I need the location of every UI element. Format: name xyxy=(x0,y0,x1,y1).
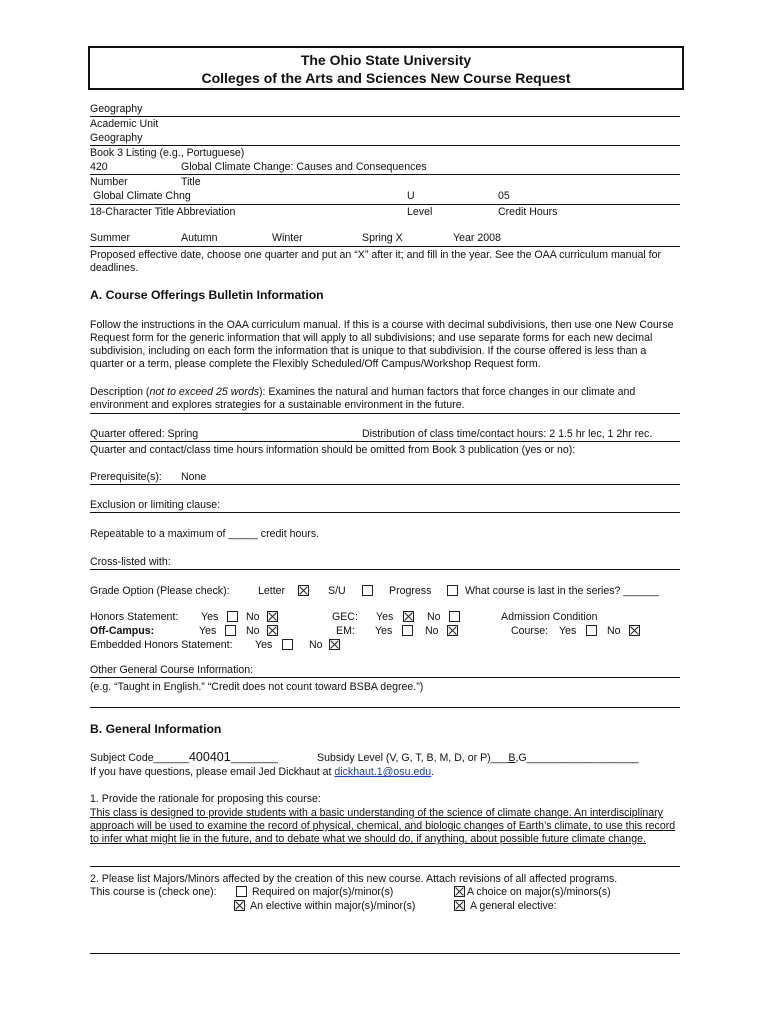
grade-su-checkbox[interactable] xyxy=(362,585,373,596)
grade-su-label: S/U xyxy=(328,585,346,597)
admission-condition-label: Admission Condition xyxy=(501,611,598,623)
credit-hours-value[interactable]: 05 xyxy=(498,190,510,202)
department-value[interactable]: Geography xyxy=(90,103,143,115)
embedded-yes-checkbox[interactable] xyxy=(282,639,293,650)
level-value[interactable]: U xyxy=(407,190,415,202)
off-campus-no-checkbox[interactable] xyxy=(267,625,278,636)
repeatable-field[interactable]: Repeatable to a maximum of _____ credit hours. xyxy=(90,528,320,540)
divider[interactable] xyxy=(90,707,680,708)
quarter-winter[interactable]: Winter xyxy=(272,232,303,244)
description-limit: not to exceed 25 words xyxy=(149,386,260,398)
divider xyxy=(90,204,680,205)
divider xyxy=(90,246,680,247)
description-label: Description ( xyxy=(90,386,150,398)
divider xyxy=(90,413,680,414)
subject-code-prefix: Subject Code______ xyxy=(90,752,189,764)
section-a-instructions: Follow the instructions in the OAA curriculum manual. If this is a course with decimal subdivisions, then use one New Course Request form for the generic information that will apply to all subdivisions; and use separate forms for each new decimal subdivision, including on each form the information that is unique to that subdivision. If the course offered is less than a quarter or a term, please complete the Flexibly Scheduled/Off Campus/Workshop Request form. xyxy=(90,319,674,370)
embedded-no-label: No xyxy=(309,639,323,651)
divider xyxy=(90,677,680,678)
divider xyxy=(90,512,680,513)
em-no-label: No xyxy=(425,625,439,637)
abbreviation-label: 18-Character Title Abbreviation xyxy=(90,206,236,218)
off-campus-label: Off-Campus: xyxy=(90,625,155,637)
questions-end: . xyxy=(431,766,435,778)
em-label: EM: xyxy=(336,625,355,637)
subject-code-value: 400401 xyxy=(188,750,231,764)
academic-unit-value[interactable]: Geography xyxy=(90,132,143,144)
gec-label: GEC: xyxy=(332,611,358,623)
quarter-spring[interactable]: Spring X xyxy=(362,232,403,244)
rationale-text[interactable]: This class is designed to provide students with a basic understanding of the science of climate change. An interdisciplinary approach will be used to examine the record of physical, chemical, and biologic changes of Earth’s climate, to use this record to infer what might lie in the future, and to debate what we should do, if anything, about possible future climate change. xyxy=(90,807,676,845)
description-text: ): Examines the natural and human factors that force changes in our climate and environment and explores strategies for a sustainable environment in the future. xyxy=(90,386,636,411)
last-in-series-field[interactable]: What course is last in the series? ______ xyxy=(465,585,659,597)
level-label: Level xyxy=(407,206,433,218)
gec-no-label: No xyxy=(427,611,441,623)
honors-no-label: No xyxy=(246,611,260,623)
em-yes-label: Yes xyxy=(375,625,393,637)
subsidy-level-value: B xyxy=(508,752,516,764)
choice-major-checkbox[interactable] xyxy=(454,886,465,897)
honors-yes-label: Yes xyxy=(201,611,219,623)
quarter-autumn[interactable]: Autumn xyxy=(181,232,218,244)
section-a-heading: A. Course Offerings Bulletin Information xyxy=(90,288,324,302)
abbreviation-value[interactable]: Global Climate Chng xyxy=(93,190,191,202)
divider xyxy=(90,866,680,867)
divider xyxy=(90,441,680,442)
general-elective-label: A general elective: xyxy=(470,900,557,912)
effective-year[interactable]: Year 2008 xyxy=(453,232,501,244)
class-time-distribution[interactable]: Distribution of class time/contact hours: 2 1.5 hr lec, 1 2hr rec. xyxy=(362,428,653,440)
form-title: Colleges of the Arts and Sciences New Course Request xyxy=(201,70,571,86)
admission-yes-label: Yes xyxy=(559,625,577,637)
elective-major-label: An elective within major(s)/minor(s) xyxy=(250,900,416,912)
honors-no-checkbox[interactable] xyxy=(267,611,278,622)
number-label: Number xyxy=(90,176,128,188)
academic-unit-label: Academic Unit xyxy=(90,118,159,130)
embedded-honors-label: Embedded Honors Statement: xyxy=(90,639,233,651)
admission-yes-checkbox[interactable] xyxy=(586,625,597,636)
course-number-value[interactable]: 420 xyxy=(90,161,108,173)
honors-yes-checkbox[interactable] xyxy=(227,611,238,622)
effective-date-note: Proposed effective date, choose one quarter and put an “X” after it; and fill in the year. See the OAA curriculum manual for deadlines. xyxy=(90,249,662,274)
em-yes-checkbox[interactable] xyxy=(402,625,413,636)
grade-progress-checkbox[interactable] xyxy=(447,585,458,596)
book3-label: Book 3 Listing (e.g., Portuguese) xyxy=(90,147,245,159)
admission-course-label: Course: xyxy=(511,625,549,637)
em-no-checkbox[interactable] xyxy=(447,625,458,636)
off-campus-yes-checkbox[interactable] xyxy=(225,625,236,636)
divider xyxy=(90,145,680,146)
form-header xyxy=(88,46,684,90)
grade-option-label: Grade Option (Please check): xyxy=(90,585,230,597)
gec-yes-checkbox[interactable] xyxy=(403,611,414,622)
credit-hours-label: Credit Hours xyxy=(498,206,558,218)
quarter-summer[interactable]: Summer xyxy=(90,232,131,244)
majors-minors-question: 2. Please list Majors/Minors affected by the creation of this new course. Attach revisions of all affected programs. xyxy=(90,873,618,885)
admission-no-label: No xyxy=(607,625,621,637)
other-info-label: Other General Course Information: xyxy=(90,664,254,676)
embedded-no-checkbox[interactable] xyxy=(329,639,340,650)
divider xyxy=(90,569,680,570)
contact-email-link[interactable]: dickhaut.1@osu.edu xyxy=(334,766,432,778)
embedded-yes-label: Yes xyxy=(255,639,273,651)
honors-label: Honors Statement: xyxy=(90,611,179,623)
subsidy-level-field[interactable] xyxy=(317,752,639,765)
questions-contact xyxy=(90,766,434,779)
grade-letter-label: Letter xyxy=(258,585,286,597)
elective-major-checkbox[interactable] xyxy=(234,900,245,911)
rationale-question: 1. Provide the rationale for proposing this course: xyxy=(90,793,321,805)
subject-code-suffix: ________ xyxy=(230,752,278,764)
questions-text: If you have questions, please email Jed Dickhaut at xyxy=(90,766,335,778)
off-campus-no-label: No xyxy=(246,625,260,637)
check-one-label: This course is (check one): xyxy=(90,886,217,898)
section-b-heading: B. General Information xyxy=(90,722,222,736)
grade-progress-label: Progress xyxy=(389,585,432,597)
gec-yes-label: Yes xyxy=(376,611,394,623)
admission-no-checkbox[interactable] xyxy=(629,625,640,636)
divider[interactable] xyxy=(90,953,680,954)
gec-no-checkbox[interactable] xyxy=(449,611,460,622)
subject-code-field[interactable] xyxy=(90,751,278,765)
university-title: The Ohio State University xyxy=(300,52,472,68)
subsidy-level-suffix: ,G___________________ xyxy=(515,752,639,764)
off-campus-yes-label: Yes xyxy=(199,625,217,637)
omit-from-book3-question: Quarter and contact/class time hours information should be omitted from Book 3 publication (yes or no): xyxy=(90,444,576,456)
prerequisite-value[interactable]: None xyxy=(181,471,207,483)
title-label: Title xyxy=(181,176,201,188)
course-description[interactable] xyxy=(90,386,680,412)
exclusion-label[interactable]: Exclusion or limiting clause: xyxy=(90,499,221,511)
divider xyxy=(90,174,680,175)
cross-listed-label[interactable]: Cross-listed with: xyxy=(90,556,171,568)
quarter-offered[interactable]: Quarter offered: Spring xyxy=(90,428,199,440)
grade-letter-checkbox[interactable] xyxy=(298,585,309,596)
prerequisite-label: Prerequisite(s): xyxy=(90,471,162,483)
divider xyxy=(90,484,680,485)
choice-major-label: A choice on major(s)/minors(s) xyxy=(467,886,611,898)
subsidy-level-prefix: Subsidy Level (V, G, T, B, M, D, or P)___ xyxy=(317,752,509,764)
required-major-label: Required on major(s)/minor(s) xyxy=(252,886,394,898)
general-elective-checkbox[interactable] xyxy=(454,900,465,911)
course-title-value[interactable]: Global Climate Change: Causes and Consequences xyxy=(181,161,427,173)
required-major-checkbox[interactable] xyxy=(236,886,247,897)
divider xyxy=(90,116,680,117)
other-info-example: (e.g. “Taught in English.” “Credit does not count toward BSBA degree.”) xyxy=(90,681,424,693)
